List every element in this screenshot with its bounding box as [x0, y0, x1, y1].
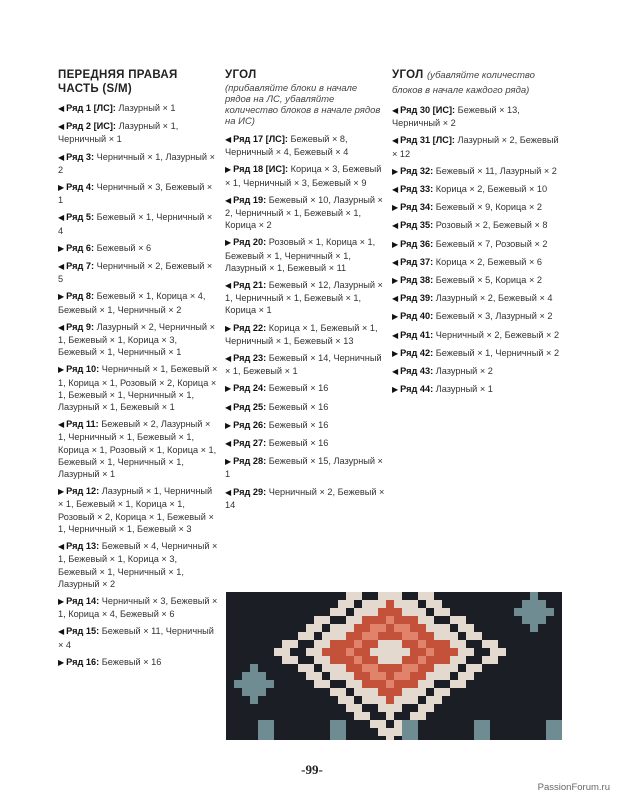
row-instructions: Бежевый × 16 — [268, 383, 329, 394]
row-instructions: Лазурный × 2, Черничный × 1, Бежевый × 1, Корица × 3, Бежевый × 1, Черничный × 1 — [58, 321, 215, 358]
pattern-row — [225, 194, 385, 232]
arrow-left-icon: ◀ — [392, 367, 399, 377]
row-instructions: Черничный × 1, Лазурный × 2 — [58, 151, 215, 175]
row-label: Ряд 38: — [400, 275, 434, 286]
row-label: Ряд 18 [ИС]: — [233, 164, 289, 175]
pattern-row — [225, 322, 385, 347]
row-label: Ряд 9: — [66, 321, 95, 332]
arrow-left-icon: ◀ — [58, 262, 65, 272]
row-instructions: Бежевый × 7, Розовый × 2 — [435, 238, 548, 249]
row-instructions: Корица × 2, Бежевый × 10 — [435, 184, 548, 195]
arrow-left-icon: ◀ — [58, 122, 65, 132]
pattern-row — [392, 383, 562, 396]
arrow-left-icon: ◀ — [225, 281, 232, 291]
row-label: Ряд 26: — [233, 419, 267, 430]
row-instructions: Черничный × 1, Бежевый × 1, Корица × 1, Розовый × 2, Корица × 1, Бежевый × 1, Черничный × 1, Лазурный × 1, Бежевый × 1 — [58, 364, 218, 413]
row-instructions: Корица × 3, Бежевый × 1, Черничный × 3, Бежевый × 9 — [225, 164, 382, 188]
section-heading: УГОЛ — [225, 69, 257, 81]
pattern-row — [58, 595, 218, 620]
pattern-row — [225, 486, 385, 511]
arrow-right-icon: ▶ — [225, 420, 232, 430]
pattern-row — [58, 290, 218, 315]
row-label: Ряд 31 [ЛС]: — [400, 135, 455, 146]
pattern-row — [58, 181, 218, 206]
row-label: Ряд 21: — [233, 280, 267, 291]
pattern-row — [392, 238, 562, 251]
row-label: Ряд 32: — [400, 165, 434, 176]
row-label: Ряд 14: — [66, 595, 100, 606]
row-label: Ряд 30 [ИС]: — [400, 105, 456, 115]
arrow-right-icon: ▶ — [58, 243, 65, 253]
row-label: Ряд 15: — [66, 626, 100, 637]
row-label: Ряд 11: — [66, 419, 99, 430]
column-corner-decrease — [392, 68, 562, 401]
section-note: (убавляйте количество блоков в начале каждого ряда) — [392, 70, 535, 96]
row-instructions: Бежевый × 10, Лазурный × 2, Черничный × 1, Бежевый × 1, Корица × 2 — [225, 194, 383, 231]
arrow-right-icon: ▶ — [225, 238, 232, 248]
arrow-left-icon: ◀ — [225, 439, 232, 449]
row-label: Ряд 5: — [66, 212, 95, 223]
row-label: Ряд 23: — [233, 353, 267, 364]
pattern-row — [392, 183, 562, 196]
arrow-right-icon: ▶ — [225, 165, 232, 175]
row-label: Ряд 12: — [66, 486, 100, 497]
pattern-row — [392, 165, 562, 178]
row-instructions: Бежевый × 8, Черничный × 4, Бежевый × 4 — [225, 134, 349, 158]
pattern-row — [392, 274, 562, 287]
arrow-right-icon: ▶ — [392, 276, 399, 286]
pattern-row — [392, 256, 562, 269]
arrow-left-icon: ◀ — [58, 322, 65, 332]
row-instructions: Бежевый × 16 — [268, 438, 329, 449]
arrow-left-icon: ◀ — [392, 106, 399, 115]
row-list — [392, 104, 562, 396]
row-list — [58, 102, 218, 669]
row-instructions: Лазурный × 2, Бежевый × 4 — [435, 293, 553, 304]
row-instructions: Бежевый × 1, Черничный × 2 — [435, 347, 560, 358]
pattern-row — [392, 201, 562, 214]
pattern-row — [225, 437, 385, 450]
arrow-left-icon: ◀ — [58, 542, 65, 552]
row-label: Ряд 37: — [400, 256, 434, 267]
row-instructions: Черничный × 2, Бежевый × 2 — [435, 329, 560, 340]
row-instructions: Бежевый × 14, Черничный × 1, Бежевый × 1 — [225, 353, 382, 377]
row-instructions: Лазурный × 1, Черничный × 1 — [58, 121, 179, 145]
arrow-left-icon: ◀ — [225, 354, 232, 364]
row-label: Ряд 42: — [400, 347, 434, 358]
arrow-left-icon: ◀ — [58, 152, 65, 162]
row-label: Ряд 7: — [66, 261, 95, 272]
row-instructions: Черничный × 3, Бежевый × 1, Корица × 4, Бежевый × 6 — [58, 595, 218, 620]
row-label: Ряд 17 [ЛС]: — [233, 134, 288, 144]
row-label: Ряд 1 [ЛС]: — [66, 103, 116, 113]
row-label: Ряд 13: — [66, 541, 100, 552]
row-label: Ряд 2 [ИС]: — [66, 121, 116, 132]
pattern-row — [225, 133, 385, 158]
row-label: Ряд 10: — [66, 364, 100, 375]
row-instructions: Корица × 2, Бежевый × 6 — [435, 256, 542, 267]
row-label: Ряд 40: — [400, 311, 434, 322]
pattern-row — [58, 625, 218, 650]
row-label: Ряд 4: — [66, 182, 95, 193]
column-corner-increase — [225, 68, 385, 516]
row-instructions: Бежевый × 13, Черничный × 2 — [392, 105, 520, 129]
arrow-left-icon: ◀ — [58, 627, 65, 637]
row-instructions: Бежевый × 5, Корица × 2 — [435, 275, 542, 286]
pattern-row — [392, 347, 562, 360]
arrow-right-icon: ▶ — [392, 239, 399, 249]
row-instructions: Лазурный × 1, Черничный × 1, Бежевый × 1, Корица × 1, Розовый × 2, Корица × 1, Бежевый × 1, Черничный × 1, Бежевый × 3 — [58, 486, 214, 534]
arrow-right-icon: ▶ — [225, 323, 232, 333]
row-instructions: Бежевый × 16 — [101, 656, 162, 667]
pattern-row — [392, 292, 562, 305]
pattern-row — [225, 279, 385, 317]
row-label: Ряд 3: — [66, 151, 95, 162]
arrow-left-icon: ◀ — [392, 294, 399, 304]
row-label: Ряд 8: — [66, 291, 95, 302]
row-label: Ряд 22: — [233, 322, 267, 333]
arrow-right-icon: ▶ — [58, 183, 65, 193]
pattern-row — [225, 352, 385, 377]
arrow-left-icon: ◀ — [58, 213, 65, 223]
row-label: Ряд 35: — [400, 220, 434, 231]
row-label: Ряд 27: — [233, 438, 267, 449]
section-heading — [392, 68, 562, 98]
row-label: Ряд 25: — [233, 401, 267, 412]
row-instructions: Бежевый × 9, Корица × 2 — [435, 202, 542, 213]
pattern-row — [225, 382, 385, 395]
pattern-row — [225, 236, 385, 274]
arrow-left-icon: ◀ — [225, 135, 232, 144]
arrow-left-icon: ◀ — [58, 104, 65, 113]
arrow-right-icon: ▶ — [392, 203, 399, 213]
pattern-row — [58, 102, 218, 115]
row-label: Ряд 24: — [233, 383, 267, 394]
row-instructions: Корица × 1, Бежевый × 1, Черничный × 1, Бежевый × 13 — [225, 322, 378, 346]
row-label: Ряд 39: — [400, 293, 434, 304]
section-heading-title: УГОЛ — [392, 69, 424, 81]
arrow-left-icon: ◀ — [392, 330, 399, 340]
arrow-right-icon: ▶ — [392, 348, 399, 358]
pattern-row — [225, 455, 385, 480]
pattern-row — [58, 151, 218, 176]
row-label: Ряд 41: — [400, 329, 434, 340]
row-instructions: Черничный × 3, Бежевый × 1 — [58, 182, 213, 206]
arrow-right-icon: ▶ — [225, 457, 232, 467]
row-instructions: Бежевый × 15, Лазурный × 1 — [225, 456, 383, 480]
row-instructions: Черничный × 2, Бежевый × 14 — [225, 486, 385, 510]
row-instructions: Бежевый × 12, Лазурный × 1, Черничный × 1, Бежевый × 1, Корица × 1 — [225, 280, 383, 316]
arrow-left-icon: ◀ — [392, 257, 399, 267]
arrow-right-icon: ▶ — [225, 384, 232, 394]
crochet-photo — [226, 592, 562, 740]
section-heading: ПЕРЕДНЯЯ ПРАВАЯ ЧАСТЬ (S/M) — [58, 69, 178, 95]
row-instructions: Лазурный × 2, Бежевый × 12 — [392, 135, 559, 159]
row-label: Ряд 29: — [233, 486, 267, 497]
pattern-row — [58, 120, 218, 145]
arrow-right-icon: ▶ — [58, 365, 65, 375]
pattern-row — [58, 242, 218, 255]
row-list — [225, 133, 385, 511]
arrow-left-icon: ◀ — [392, 136, 399, 146]
pattern-row — [58, 363, 218, 413]
row-instructions: Лазурный × 2 — [435, 366, 493, 377]
row-instructions: Лазурный × 1 — [435, 384, 493, 395]
column-front-right-part — [58, 68, 218, 674]
arrow-right-icon: ▶ — [392, 312, 399, 322]
arrow-left-icon: ◀ — [225, 402, 232, 412]
arrow-right-icon: ▶ — [58, 487, 65, 497]
pattern-row — [58, 211, 218, 236]
page-number: -99- — [301, 762, 323, 777]
arrow-left-icon: ◀ — [58, 420, 65, 430]
pattern-row — [392, 310, 562, 323]
arrow-left-icon: ◀ — [392, 185, 399, 195]
arrow-right-icon: ▶ — [58, 657, 65, 667]
pattern-row — [58, 540, 218, 590]
pattern-row — [58, 485, 218, 535]
pattern-row — [392, 219, 562, 232]
row-instructions: Лазурный × 1 — [118, 103, 176, 113]
arrow-left-icon: ◀ — [225, 195, 232, 205]
pattern-row — [225, 401, 385, 414]
row-instructions: Бежевый × 3, Лазурный × 2 — [435, 311, 553, 322]
row-instructions: Розовый × 2, Бежевый × 8 — [435, 220, 548, 231]
row-label: Ряд 20: — [233, 237, 267, 248]
pattern-row — [58, 418, 218, 480]
arrow-right-icon: ▶ — [58, 596, 65, 606]
row-label: Ряд 43: — [400, 366, 434, 377]
row-instructions: Черничный × 2, Бежевый × 5 — [58, 261, 213, 285]
pattern-row — [225, 419, 385, 432]
pattern-row — [392, 365, 562, 378]
watermark: PassionForum.ru — [537, 782, 610, 793]
row-label: Ряд 28: — [233, 456, 267, 467]
row-label: Ряд 16: — [66, 656, 100, 667]
arrow-right-icon: ▶ — [58, 292, 65, 302]
pattern-row — [58, 656, 218, 669]
arrow-right-icon: ▶ — [392, 166, 399, 176]
pattern-row — [58, 321, 218, 359]
row-instructions: Бежевый × 1, Черничный × 4 — [58, 212, 213, 236]
pattern-row — [392, 104, 562, 129]
row-instructions: Бежевый × 1, Корица × 4, Бежевый × 1, Черничный × 2 — [58, 291, 206, 315]
row-instructions: Розовый × 1, Корица × 1, Бежевый × 1, Черничный × 1, Лазурный × 1, Бежевый × 11 — [225, 237, 376, 273]
row-label: Ряд 6: — [66, 242, 95, 253]
row-instructions: Бежевый × 16 — [268, 419, 329, 430]
row-instructions: Бежевый × 16 — [268, 401, 329, 412]
pattern-row — [392, 134, 562, 159]
section-note: (прибавляйте блоки в начале рядов на ЛС, убавляйте количество блоков в начале рядов на ИС) — [225, 83, 381, 127]
row-label: Ряд 36: — [400, 238, 434, 249]
row-instructions: Бежевый × 4, Черничный × 1, Бежевый × 1, Корица × 3, Бежевый × 1, Черничный × 1, Лазурный × 2 — [58, 541, 218, 589]
crochet-pattern-image — [226, 592, 562, 740]
pattern-row — [392, 329, 562, 342]
row-instructions: Бежевый × 6 — [96, 242, 152, 253]
row-label: Ряд 34: — [400, 202, 434, 213]
row-instructions: Бежевый × 2, Лазурный × 1, Черничный × 1, Бежевый × 1, Корица × 1, Розовый × 1, Корица × 1, Бежевый × 1, Черничный × 1, Лазурный × 1 — [58, 419, 217, 480]
row-instructions: Бежевый × 11, Черничный × 4 — [58, 626, 214, 650]
pattern-row — [58, 260, 218, 285]
row-instructions: Бежевый × 11, Лазурный × 2 — [435, 165, 557, 176]
row-label: Ряд 44: — [400, 384, 434, 395]
arrow-right-icon: ▶ — [392, 385, 399, 395]
arrow-left-icon: ◀ — [392, 221, 399, 231]
pattern-row — [225, 163, 385, 188]
row-label: Ряд 33: — [400, 184, 434, 195]
row-label: Ряд 19: — [233, 194, 267, 205]
arrow-left-icon: ◀ — [225, 487, 232, 497]
